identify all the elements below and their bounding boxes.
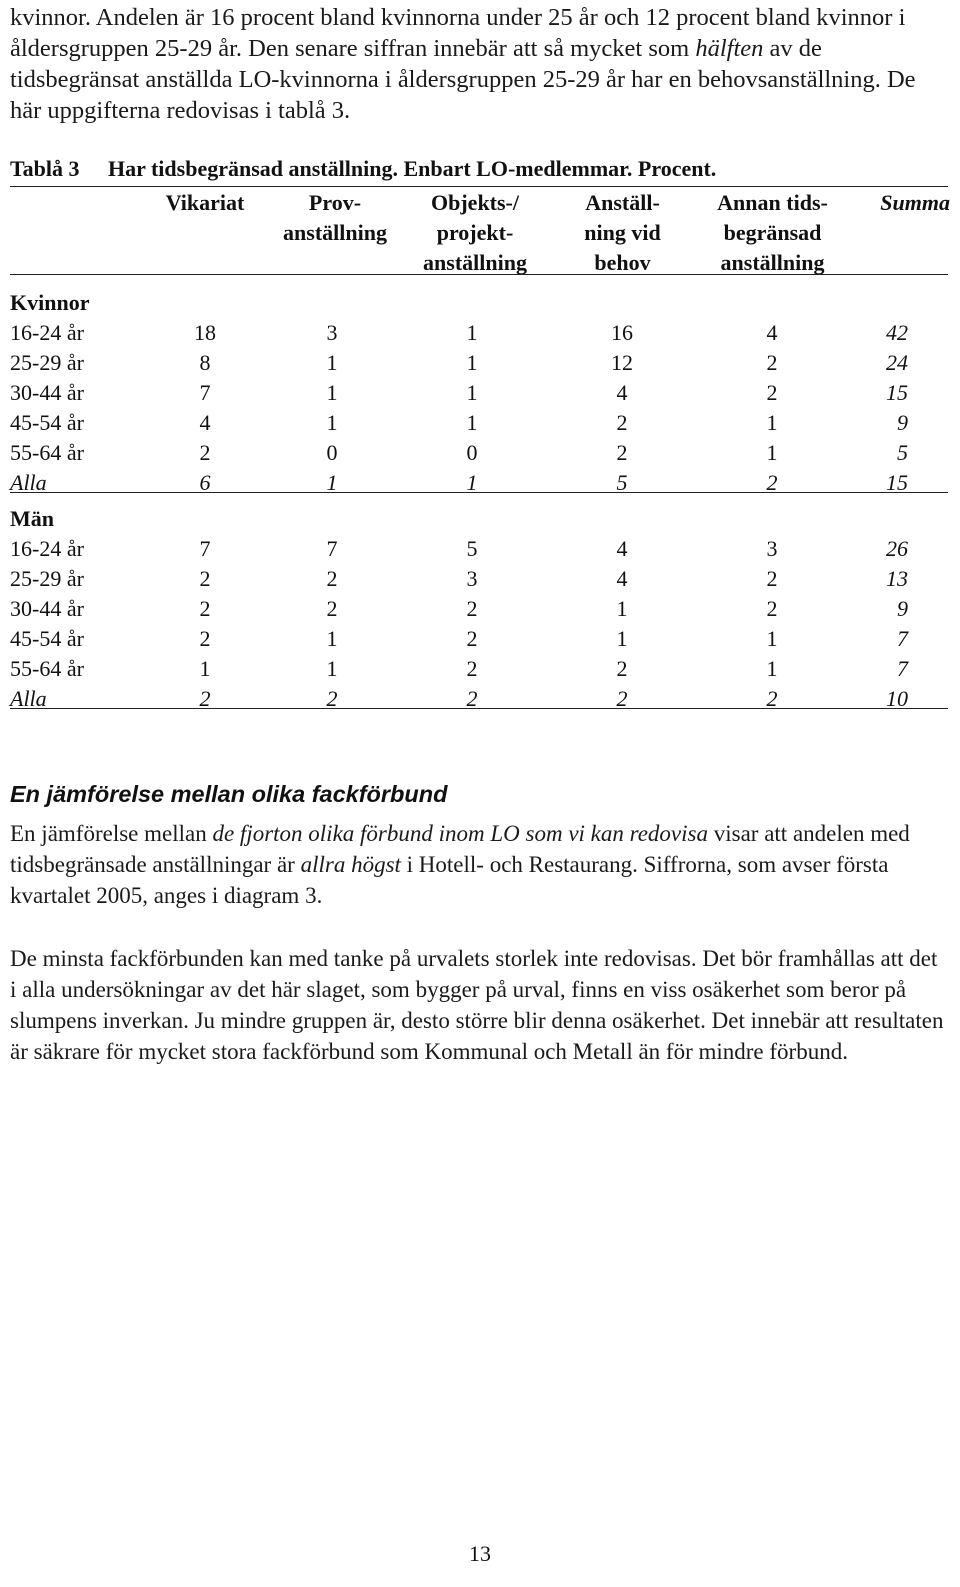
table-cell: 7 bbox=[199, 536, 211, 561]
row-label: 30-44 år bbox=[10, 596, 84, 621]
table-cell: 1 bbox=[616, 596, 628, 621]
table-total-row bbox=[10, 468, 948, 498]
table-cell: 1 bbox=[466, 410, 478, 435]
table-cell: 0 bbox=[466, 440, 478, 465]
sum-cell: 26 bbox=[886, 536, 908, 561]
table-cell: 2 bbox=[199, 596, 211, 621]
table-cell: 2 bbox=[466, 626, 478, 651]
row-label: 25-29 år bbox=[10, 566, 84, 591]
sum-cell: 42 bbox=[886, 320, 908, 345]
table-cell: 6 bbox=[199, 470, 211, 495]
table-cell: 2 bbox=[466, 596, 478, 621]
table-cell: 1 bbox=[466, 320, 478, 345]
table-cell: 4 bbox=[616, 566, 628, 591]
p1-text-b: visar att andelen med tidsbegränsade anställningar är bbox=[10, 821, 910, 877]
table-cell: 2 bbox=[199, 626, 211, 651]
paragraph-1 bbox=[10, 818, 945, 911]
table-cell: 2 bbox=[616, 686, 628, 711]
table-cell: 2 bbox=[766, 686, 778, 711]
table-cell: 1 bbox=[466, 350, 478, 375]
table-cell: 1 bbox=[766, 656, 778, 681]
table-row bbox=[10, 408, 948, 438]
table-cell: 1 bbox=[326, 626, 338, 651]
sum-cell: 7 bbox=[897, 626, 908, 651]
p1-text-italic-a: de fjorton olika förbund inom LO som vi kan redovisa bbox=[212, 821, 708, 846]
table-cell: 1 bbox=[766, 626, 778, 651]
table-cell: 2 bbox=[766, 350, 778, 375]
table-cell: 2 bbox=[766, 596, 778, 621]
table-cell: 4 bbox=[199, 410, 211, 435]
row-label: Alla bbox=[10, 470, 47, 495]
table-number: Tablå 3 bbox=[10, 156, 80, 181]
table-cell: 5 bbox=[616, 470, 628, 495]
row-label: 45-54 år bbox=[10, 410, 84, 435]
table-cell: 3 bbox=[326, 320, 338, 345]
table-cell: 2 bbox=[766, 470, 778, 495]
table-cell: 1 bbox=[326, 470, 338, 495]
table-cell: 1 bbox=[616, 626, 628, 651]
page-number: 13 bbox=[469, 1541, 491, 1566]
group-heading: Kvinnor bbox=[10, 290, 90, 315]
table-cell: 18 bbox=[194, 320, 216, 345]
intro-paragraph bbox=[10, 2, 940, 126]
table-cell: 1 bbox=[326, 350, 338, 375]
table-row bbox=[10, 318, 948, 348]
sum-cell: 13 bbox=[886, 566, 908, 591]
intro-text-2: av de tidsbegränsat anställda LO-kvinnorna i åldersgruppen 25-29 år har en behovsanställning. De här uppgifterna redovisas i tablå 3. bbox=[10, 35, 916, 124]
row-label: 45-54 år bbox=[10, 626, 84, 651]
row-label: 16-24 år bbox=[10, 320, 84, 345]
table-row bbox=[10, 378, 948, 408]
group-heading: Män bbox=[10, 506, 54, 531]
group-bottom-rule bbox=[10, 708, 948, 709]
table-cell: 4 bbox=[616, 380, 628, 405]
sum-cell: 15 bbox=[886, 470, 908, 495]
row-label: 25-29 år bbox=[10, 350, 84, 375]
col-header-objektsanstallning: Objekts-/ projekt- anställning bbox=[423, 190, 527, 275]
table-row bbox=[10, 348, 948, 378]
row-label: 30-44 år bbox=[10, 380, 84, 405]
table-cell: 2 bbox=[466, 656, 478, 681]
table-cell: 2 bbox=[199, 686, 211, 711]
table-row bbox=[10, 534, 948, 564]
section-heading: En jämförelse mellan olika fackförbund bbox=[10, 781, 448, 807]
group-bottom-rule bbox=[10, 492, 948, 493]
row-label: 55-64 år bbox=[10, 656, 84, 681]
table-cell: 2 bbox=[199, 440, 211, 465]
table-cell: 1 bbox=[326, 410, 338, 435]
col-header-behovsanstallning: Anställ- ning vid behov bbox=[584, 190, 661, 275]
table-cell: 5 bbox=[466, 536, 478, 561]
sum-cell: 7 bbox=[897, 656, 908, 681]
table-cell: 2 bbox=[616, 440, 628, 465]
sum-cell: 24 bbox=[886, 350, 908, 375]
table-cell: 1 bbox=[766, 440, 778, 465]
table-cell: 3 bbox=[466, 566, 478, 591]
table-row bbox=[10, 624, 948, 654]
table-cell: 7 bbox=[326, 536, 338, 561]
table-cell: 1 bbox=[766, 410, 778, 435]
col-header-annan: Annan tids- begränsad anställning bbox=[717, 190, 828, 275]
table-total-row bbox=[10, 684, 948, 714]
table-row bbox=[10, 438, 948, 468]
table-cell: 2 bbox=[466, 686, 478, 711]
table-cell: 2 bbox=[326, 596, 338, 621]
table-cell: 1 bbox=[326, 380, 338, 405]
table-cell: 1 bbox=[199, 656, 211, 681]
row-label: Alla bbox=[10, 686, 47, 711]
table-cell: 2 bbox=[616, 410, 628, 435]
intro-text-1: kvinnor. Andelen är 16 procent bland kvinnorna under 25 år och 12 procent bland kvinnor i åldersgruppen 25-29 år. Den senare siffran innebär att så mycket som bbox=[10, 4, 906, 62]
table-cell: 1 bbox=[466, 470, 478, 495]
row-label: 55-64 år bbox=[10, 440, 84, 465]
paragraph-2: De minsta fackförbunden kan med tanke på urvalets storlek inte redovisas. Det bör framhållas att det i alla undersökningar av det här slaget, som bygger på urval, finns en viss osäkerhet som beror på slumpens inverkan. Ju mindre gruppen är, desto större blir denna osäkerhet. Det innebär att resultaten är säkrare för mycket stora fackförbund som Kommunal och Metall än för mindre förbund. bbox=[10, 946, 944, 1064]
sum-cell: 5 bbox=[897, 440, 908, 465]
intro-text-italic: hälften bbox=[695, 35, 764, 62]
table-title bbox=[10, 156, 716, 182]
table-top-rule bbox=[10, 186, 948, 187]
table-cell: 2 bbox=[326, 686, 338, 711]
table-cell: 2 bbox=[766, 380, 778, 405]
table-cell: 1 bbox=[326, 656, 338, 681]
table-cell: 0 bbox=[326, 440, 338, 465]
table-cell: 12 bbox=[611, 350, 633, 375]
row-label: 16-24 år bbox=[10, 536, 84, 561]
table-cell: 3 bbox=[766, 536, 778, 561]
col-header-vikariat: Vikariat bbox=[165, 190, 245, 215]
sum-cell: 9 bbox=[897, 596, 908, 621]
table-cell: 8 bbox=[199, 350, 211, 375]
table-row bbox=[10, 564, 948, 594]
table-cell: 2 bbox=[766, 566, 778, 591]
table-caption: Har tidsbegränsad anställning. Enbart LO-medlemmar. Procent. bbox=[108, 156, 717, 181]
table-cell: 2 bbox=[326, 566, 338, 591]
table-cell: 4 bbox=[616, 536, 628, 561]
col-header-provanstallning: Prov- anställning bbox=[283, 190, 387, 245]
p1-text-a: En jämförelse mellan bbox=[10, 821, 213, 846]
sum-cell: 15 bbox=[886, 380, 908, 405]
sum-cell: 10 bbox=[886, 686, 908, 711]
table-cell: 16 bbox=[611, 320, 633, 345]
p1-text-c: i Hotell- och Restaurang. Siffrorna, som avser första kvartalet 2005, anges i diagram 3. bbox=[10, 852, 889, 908]
table-cell: 1 bbox=[466, 380, 478, 405]
header-bottom-rule bbox=[10, 274, 948, 275]
table-cell: 2 bbox=[199, 566, 211, 591]
table-cell: 7 bbox=[199, 380, 211, 405]
sum-cell: 9 bbox=[897, 410, 908, 435]
table-cell: 4 bbox=[766, 320, 778, 345]
table-cell: 2 bbox=[616, 656, 628, 681]
p1-text-italic-b: allra högst bbox=[300, 852, 401, 877]
table-row bbox=[10, 654, 948, 684]
col-header-summa: Summa bbox=[880, 190, 950, 215]
table-row bbox=[10, 594, 948, 624]
